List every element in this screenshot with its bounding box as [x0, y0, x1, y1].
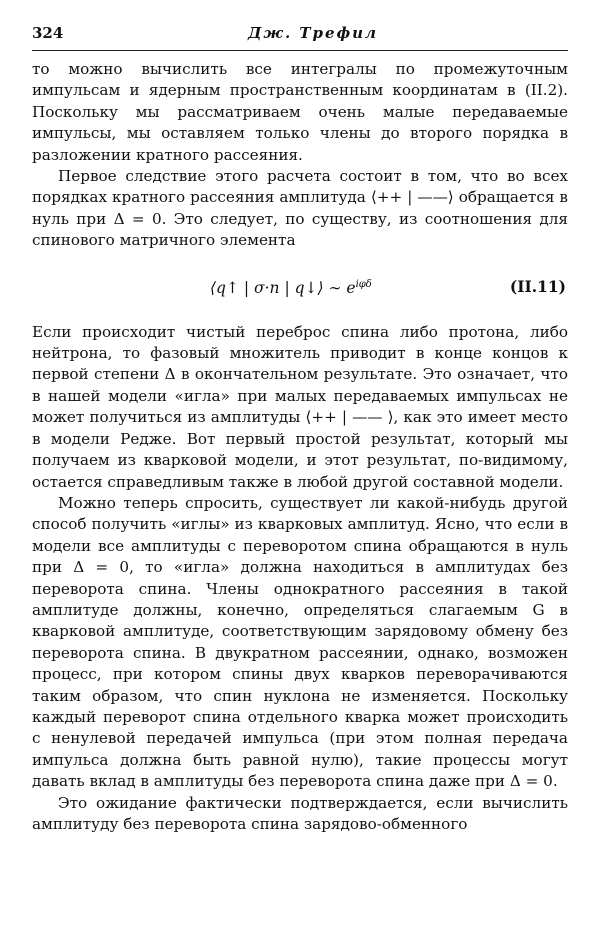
equation-II-11 [32, 252, 568, 322]
page-header [32, 24, 568, 51]
paragraph-first-consequence: Первое следствие этого расчета состоит в том, что во всех порядках кратного рассеяния амплитуда ⟨++ | ——⟩ обращается в нуль при Δ = 0. Это следует, по существу, из соотношения для спинового матричного элемента [32, 167, 568, 250]
running-head: Дж. Трефил [248, 24, 378, 42]
equation-exponent: iφδ [355, 278, 372, 290]
equation-number: (II.11) [509, 276, 566, 296]
equation-expression: ⟨q↑ | σ·n | q↓⟩ ∼ e [210, 279, 356, 298]
paragraph-other-ways: Можно теперь спросить, существует ли какой-нибудь другой способ получить «иглы» из кварковых амплитуд. Ясно, что если в модели все амплитуды с переворотом спина обращаются в нуль при Δ = 0, то «игла» должна находиться в амплитудах без переворота спина. Члены однократного рассеяния в такой амплитуде должны, конечно, определяться слагаемым G в кварковой амплитуде, соответствующим зарядовому обмену без переворота спина. В двукратном рассеянии, однако, возможен процесс, при котором спины двух кварков переворачиваются таким образом, что спин нуклона не изменяется. Поскольку каждый переворот спина отдельного кварка может происходить с ненулевой передачей импульса (при этом полная передача импульса должна быть равной нулю), такие процессы могут давать вклад в амплитуды без переворота спина даже при Δ = 0. [32, 493, 568, 791]
book-page [32, 24, 568, 835]
paragraph-continuation: то можно вычислить все интегралы по промежуточным импульсам и ядерным пространственным координатам в (II.2). Поскольку мы рассматриваем очень малые передаваемые импульсы, мы оставляем только члены до второго порядка в разложении кратного рассеяния. [32, 60, 568, 164]
paragraph-spin-flip: Если происходит чистый переброс спина либо протона, либо нейтрона, то фазовый множитель приводит в конце концов к первой степени Δ в окончательном результате. Это означает, что в нашей модели «игла» при малых передаваемых импульсах не может получиться из амплитуды ⟨++ | —— ⟩, как это имеет место в модели Редже. Вот первый простой результат, который мы получаем из кварковой модели, и этот результат, по-видимому, остается справедливым также в любой другой составной модели. [32, 322, 568, 491]
equation-body [210, 274, 372, 300]
page-number: 324 [32, 24, 64, 42]
paragraph-expectation: Это ожидание фактически подтверждается, если вычислить амплитуду без переворота спина зарядово-обменного [32, 793, 568, 833]
page-body [32, 59, 568, 835]
